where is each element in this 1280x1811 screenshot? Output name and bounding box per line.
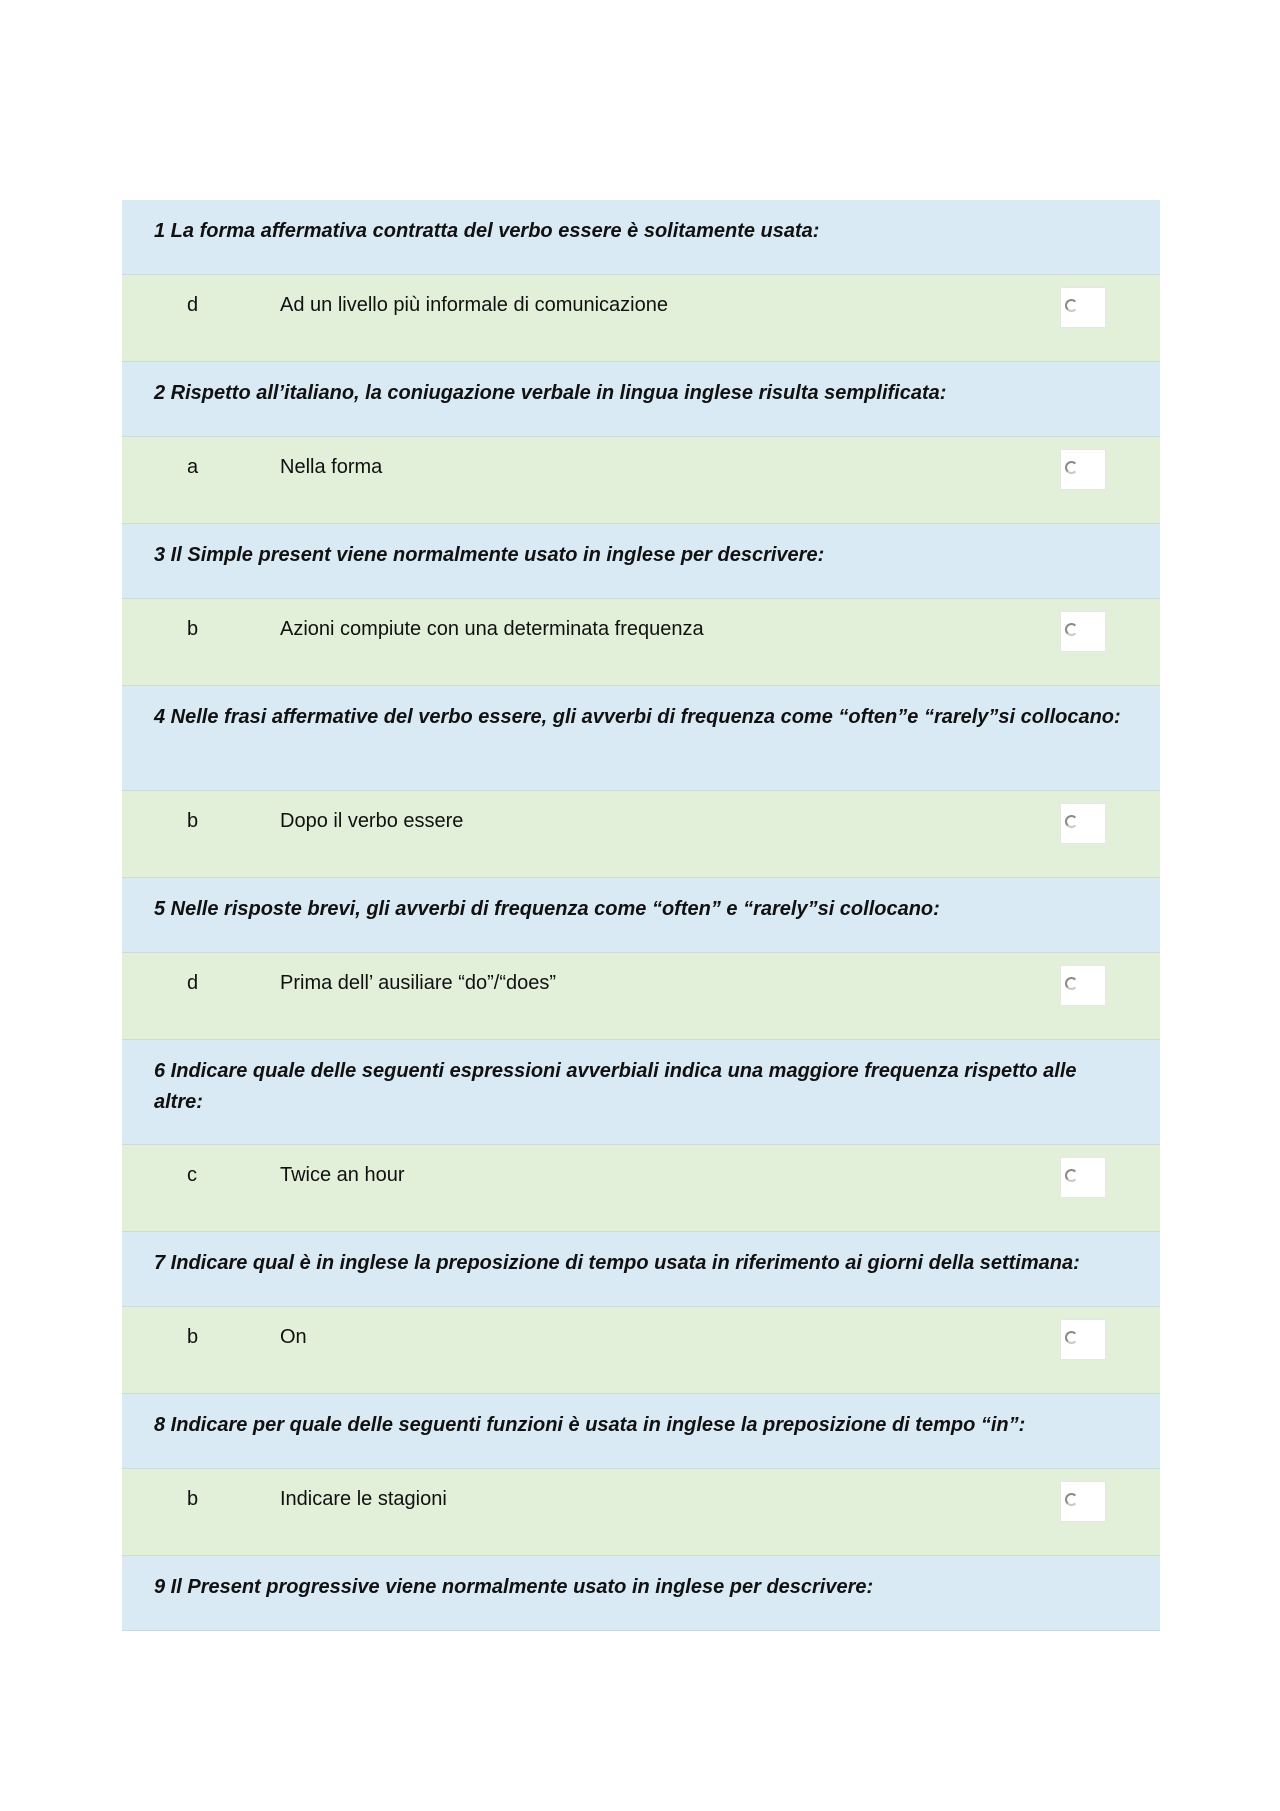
question-text: 7 Indicare qual è in inglese la preposizione di tempo usata in riferimento ai giorni della settimana: [154,1252,1080,1274]
question-text: 4 Nelle frasi affermative del verbo essere, gli avverbi di frequenza come “often”e “rarely”si collocano: [154,706,1121,728]
question-text: 1 La forma affermativa contratta del verbo essere è solitamente usata: [154,220,820,242]
question-4 [122,686,1160,791]
answer-radio-4[interactable] [1061,804,1105,843]
answer-row-1 [122,275,1160,362]
radio-icon [1065,1493,1078,1506]
answer-radio-2[interactable] [1061,450,1105,489]
question-5 [122,878,1160,953]
answer-radio-3[interactable] [1061,612,1105,651]
radio-icon [1065,1169,1078,1182]
answer-row-5 [122,953,1160,1040]
question-text: 3 Il Simple present viene normalmente usato in inglese per descrivere: [154,544,825,566]
answer-letter: a [187,456,199,478]
answer-text: Dopo il verbo essere [280,810,464,832]
radio-icon [1065,977,1078,990]
answer-text: Nella forma [280,456,383,478]
answer-text: Azioni compiute con una determinata frequenza [280,618,704,640]
answer-row-8 [122,1469,1160,1556]
answer-radio-6[interactable] [1061,1158,1105,1197]
answer-text: On [280,1326,307,1348]
question-2 [122,362,1160,437]
answer-text: Indicare le stagioni [280,1488,447,1510]
answer-radio-5[interactable] [1061,966,1105,1005]
answer-radio-7[interactable] [1061,1320,1105,1359]
radio-icon [1065,815,1078,828]
radio-icon [1065,623,1078,636]
answer-letter: b [187,618,199,640]
radio-icon [1065,299,1078,312]
answer-letter: c [187,1164,197,1186]
question-7 [122,1232,1160,1307]
answer-radio-8[interactable] [1061,1482,1105,1521]
answer-letter: b [187,810,199,832]
answer-row-6 [122,1145,1160,1232]
radio-icon [1065,1331,1078,1344]
answer-text: Prima dell’ ausiliare “do”/“does” [280,972,557,994]
answer-row-4 [122,791,1160,878]
answer-row-2 [122,437,1160,524]
question-6 [122,1040,1160,1145]
question-text: 8 Indicare per quale delle seguenti funzioni è usata in inglese la preposizione di tempo “in”: [154,1414,1026,1436]
answer-text: Ad un livello più informale di comunicazione [280,294,668,316]
question-8 [122,1394,1160,1469]
answer-letter: d [187,294,199,316]
answer-letter: b [187,1326,199,1348]
question-text: 2 Rispetto all’italiano, la coniugazione verbale in lingua inglese risulta semplificata: [154,382,947,404]
radio-icon [1065,461,1078,474]
question-text: 9 Il Present progressive viene normalmente usato in inglese per descrivere: [154,1576,874,1598]
question-1 [122,200,1160,275]
answer-row-3 [122,599,1160,686]
answer-letter: b [187,1488,199,1510]
answer-letter: d [187,972,199,994]
answer-text: Twice an hour [280,1164,405,1186]
answer-radio-1[interactable] [1061,288,1105,327]
question-9 [122,1556,1160,1631]
question-text: 5 Nelle risposte brevi, gli avverbi di frequenza come “often” e “rarely”si collocano: [154,898,940,920]
question-text: 6 Indicare quale delle seguenti espressioni avverbiali indica una maggiore frequenza rispetto alle altre: [154,1060,1077,1113]
quiz-table [122,200,1160,1631]
answer-row-7 [122,1307,1160,1394]
question-3 [122,524,1160,599]
